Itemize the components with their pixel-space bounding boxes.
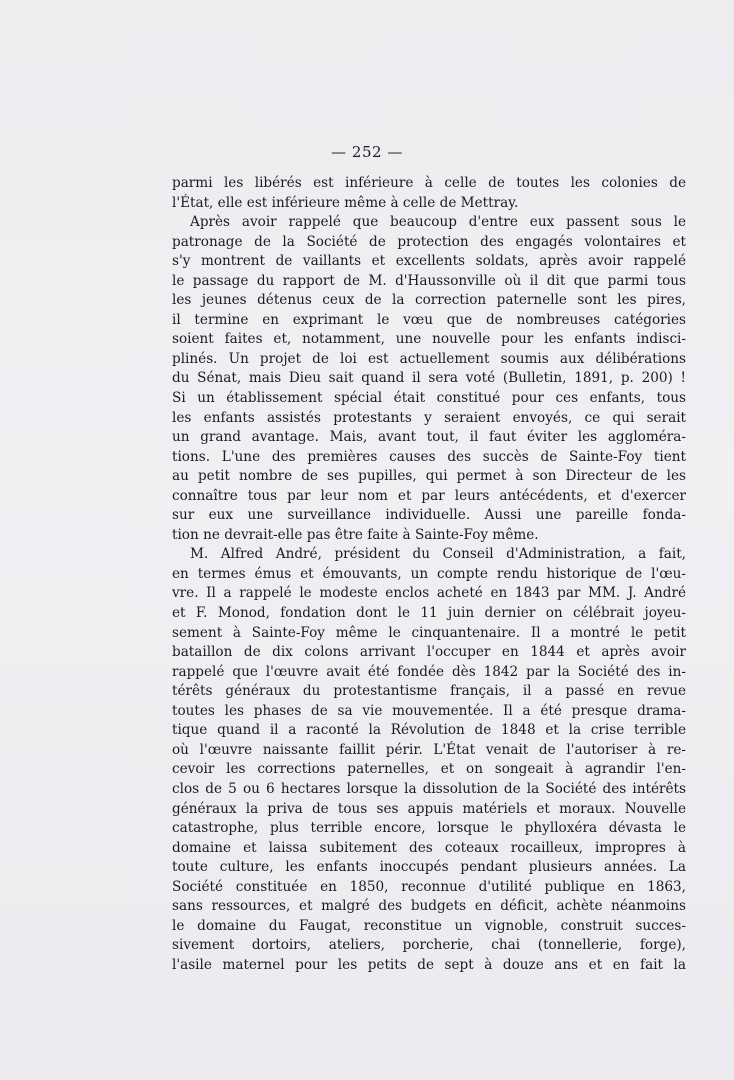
text-line: Après avoir rappelé que beaucoup d'entre eux passent sous le [190, 214, 686, 231]
text-line: cevoir les corrections paternelles, et on songeait à agrandir l'en- [172, 761, 686, 778]
text-line: du Sénat, mais Dieu sait quand il sera voté (Bulletin, 1891, p. 200) ! [172, 370, 686, 387]
text-line: toutes les phases de sa vie mouvementée. Il a été presque drama- [172, 702, 686, 719]
text-line: catastrophe, plus terrible encore, lorsque le phylloxéra dévasta le [172, 820, 686, 837]
text-line: bataillon de dix colons arrivant l'occuper en 1844 et après avoir [172, 644, 686, 661]
text-line: plinés. Un projet de loi est actuellement soumis aux délibérations [172, 350, 686, 367]
text-line: Société constituée en 1850, reconnue d'utilité publique en 1863, [172, 878, 686, 895]
text-line: au petit nombre de ses pupilles, qui permet à son Directeur de les [172, 468, 686, 485]
text-line: domaine et laissa subitement des coteaux rocailleux, impropres à [172, 839, 686, 856]
text-line: M. Alfred André, président du Conseil d'Administration, a fait, [190, 546, 686, 563]
text-line: le passage du rapport de M. d'Haussonville où il dit que parmi tous [172, 272, 686, 289]
text-line: patronage de la Société de protection des engagés volontaires et [172, 233, 686, 250]
body-text [172, 174, 686, 975]
text-line: l'État, elle est inférieure même à celle de Mettray. [172, 194, 519, 211]
text-line: sur eux une surveillance individuelle. Aussi une pareille fonda- [172, 507, 686, 524]
text-line: Si un établissement spécial était constitué pour ces enfants, tous [172, 390, 686, 407]
text-line: tions. L'une des premières causes des succès de Sainte-Foy tient [172, 448, 686, 465]
page-number: — 252 — [331, 143, 403, 161]
text-line: clos de 5 ou 6 hectares lorsque la dissolution de la Société des intérêts [172, 780, 686, 797]
text-line: rappelé que l'œuvre avait été fondée dès 1842 par la Société des in- [172, 663, 686, 680]
text-line: térêts généraux du protestantisme français, il a passé en revue [172, 683, 686, 700]
text-line: parmi les libérés est inférieure à celle de toutes les colonies de [172, 175, 686, 191]
text-line: sement à Sainte-Foy même le cinquantenaire. Il a montré le petit [172, 624, 686, 641]
text-line: soient faites et, notamment, une nouvelle pour les enfants indisci- [172, 331, 686, 348]
text-line: un grand avantage. Mais, avant tout, il faut éviter les aggloméra- [172, 429, 686, 446]
text-line: où l'œuvre naissante faillit périr. L'État venait de l'autoriser à re- [172, 741, 686, 758]
text-line: le domaine du Faugat, reconstitue un vignoble, construit succes- [172, 917, 686, 934]
text-line: s'y montrent de vaillants et excellents soldats, après avoir rappelé [172, 253, 686, 270]
text-line: en termes émus et émouvants, un compte rendu historique de l'œu- [172, 565, 686, 582]
text-line: sans ressources, et malgré des budgets en déficit, achète néanmoins [172, 898, 686, 915]
text-line: tique quand il a raconté la Révolution de 1848 et la crise terrible [172, 722, 686, 739]
text-line: les jeunes détenus ceux de la correction paternelle sont les pires, [172, 292, 686, 309]
text-line: il termine en exprimant le vœu que de nombreuses catégories [172, 311, 686, 328]
text-line: généraux la priva de tous ses appuis matériels et moraux. Nouvelle [172, 800, 686, 817]
text-line: toute culture, les enfants inoccupés pendant plusieurs années. La [172, 859, 686, 876]
text-line: les enfants assistés protestants y seraient envoyés, ce qui serait [172, 409, 686, 426]
text-line: connaître tous par leur nom et par leurs antécédents, et d'exercer [172, 487, 686, 504]
text-line: tion ne devrait-elle pas être faite à Sainte-Foy même. [172, 526, 539, 543]
text-line: vre. Il a rappelé le modeste enclos acheté en 1843 par MM. J. André [172, 585, 686, 602]
text-line: et F. Monod, fondation dont le 11 juin dernier on célébrait joyeu- [172, 605, 686, 622]
text-line: l'asile maternel pour les petits de sept à douze ans et en fait la [172, 956, 686, 973]
text-line: sivement dortoirs, ateliers, porcherie, chai (tonnellerie, forge), [172, 937, 686, 954]
